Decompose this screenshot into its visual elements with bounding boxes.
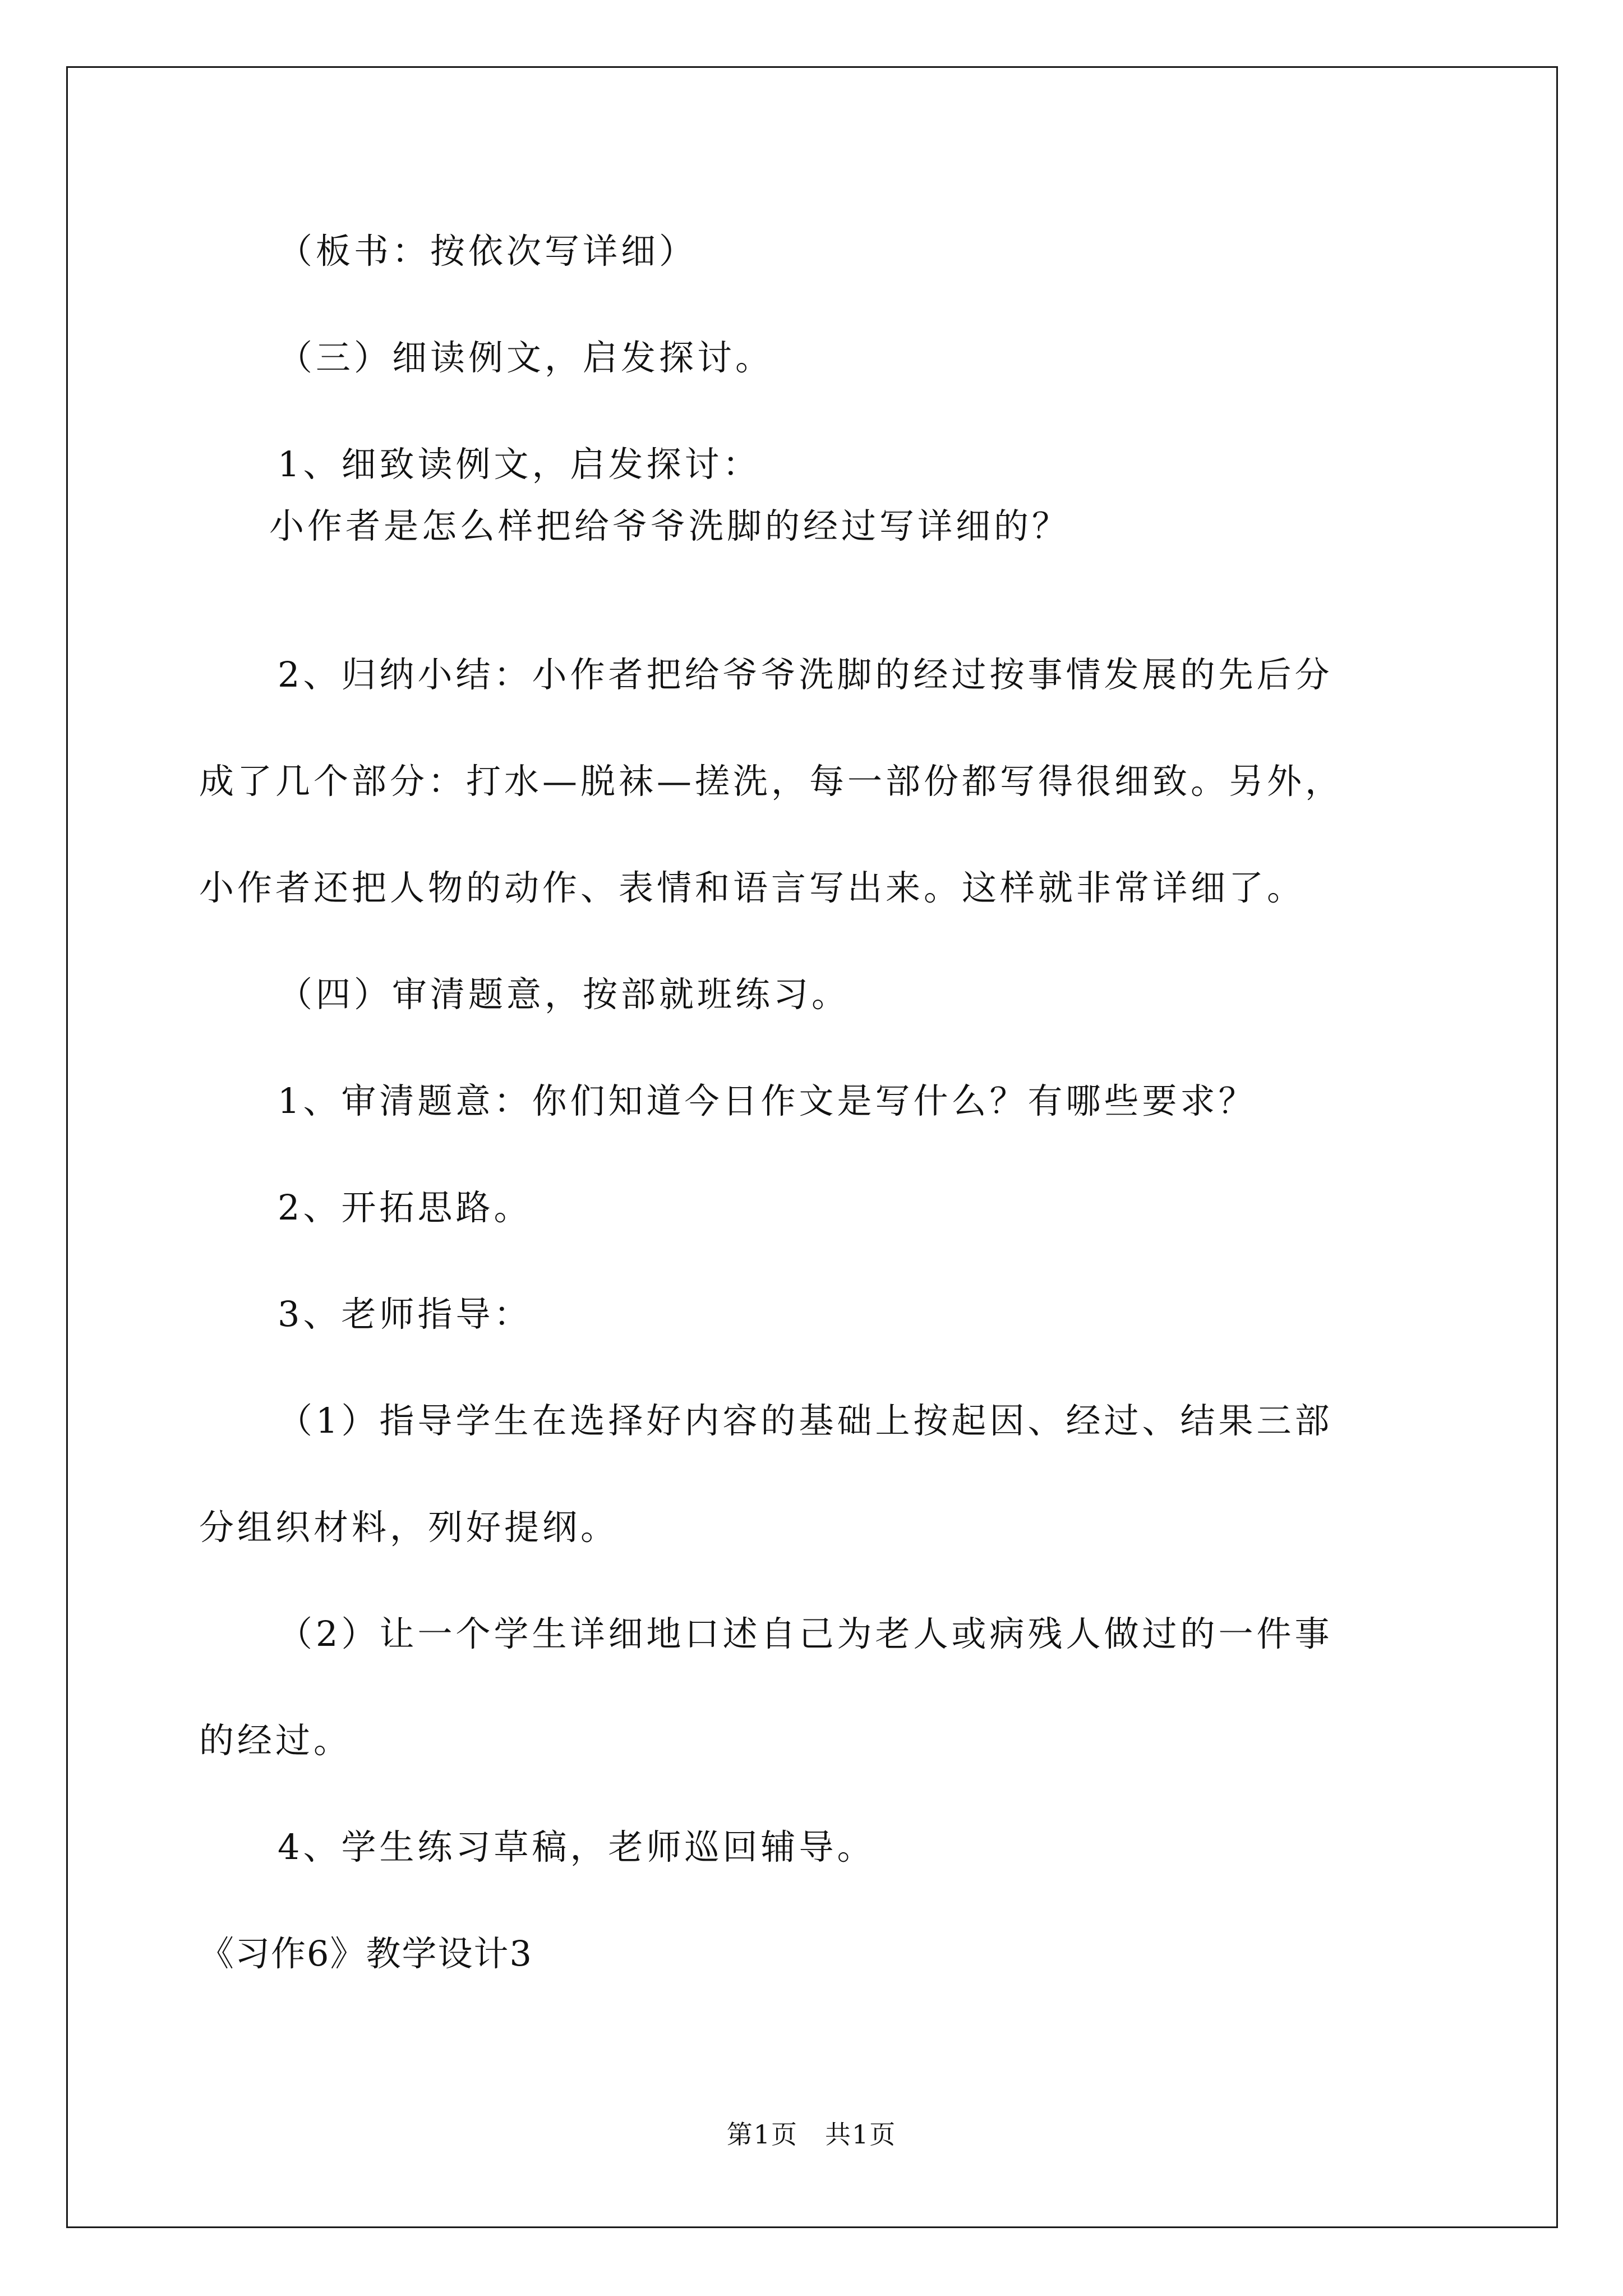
text-line-step-1: 1、细致读例文，启发探讨：: [278, 444, 761, 485]
text-line-question: 小作者是怎么样把给爷爷洗脚的经过写详细的？: [269, 505, 1071, 546]
text-line-topic-review: 1、审清题意：你们知道今日作文是写什么？有哪些要求？: [278, 1080, 1257, 1121]
text-line-section-four: （四）审清题意，按部就班练习。: [278, 974, 850, 1015]
text-line-teacher-guide: 3、老师指导：: [278, 1294, 532, 1335]
text-line-section-three: （三）细读例文，启发探讨。: [278, 337, 774, 378]
section-heading: 《习作6》教学设计3: [199, 1933, 533, 1974]
page-border: [66, 66, 1558, 2228]
text-line-summary-end: 小作者还把人物的动作、表情和语言写出来。这样就非常详细了。: [199, 867, 1306, 908]
text-line-board-note: （板书：按依次写详细）: [278, 231, 698, 272]
text-line-summary-mid: 成了几个部分：打水—脱袜—搓洗，每一部份都写得很细致。另外，: [199, 761, 1344, 802]
text-line-brainstorm: 2、开拓思路。: [278, 1187, 532, 1228]
text-line-draft-practice: 4、学生练习草稿，老师巡回辅导。: [278, 1826, 875, 1867]
text-line-guide-1-start: （1）指导学生在选择好内容的基础上按起因、经过、结果三部: [278, 1400, 1333, 1441]
text-line-summary-start: 2、归纳小结：小作者把给爷爷洗脚的经过按事情发展的先后分: [278, 654, 1333, 695]
page-number-footer: 第1页 共1页: [726, 2119, 897, 2150]
text-line-guide-2-start: （2）让一个学生详细地口述自己为老人或病残人做过的一件事: [278, 1613, 1333, 1654]
text-line-guide-1-end: 分组织材料，列好提纲。: [199, 1507, 619, 1548]
text-line-guide-2-end: 的经过。: [199, 1720, 352, 1761]
